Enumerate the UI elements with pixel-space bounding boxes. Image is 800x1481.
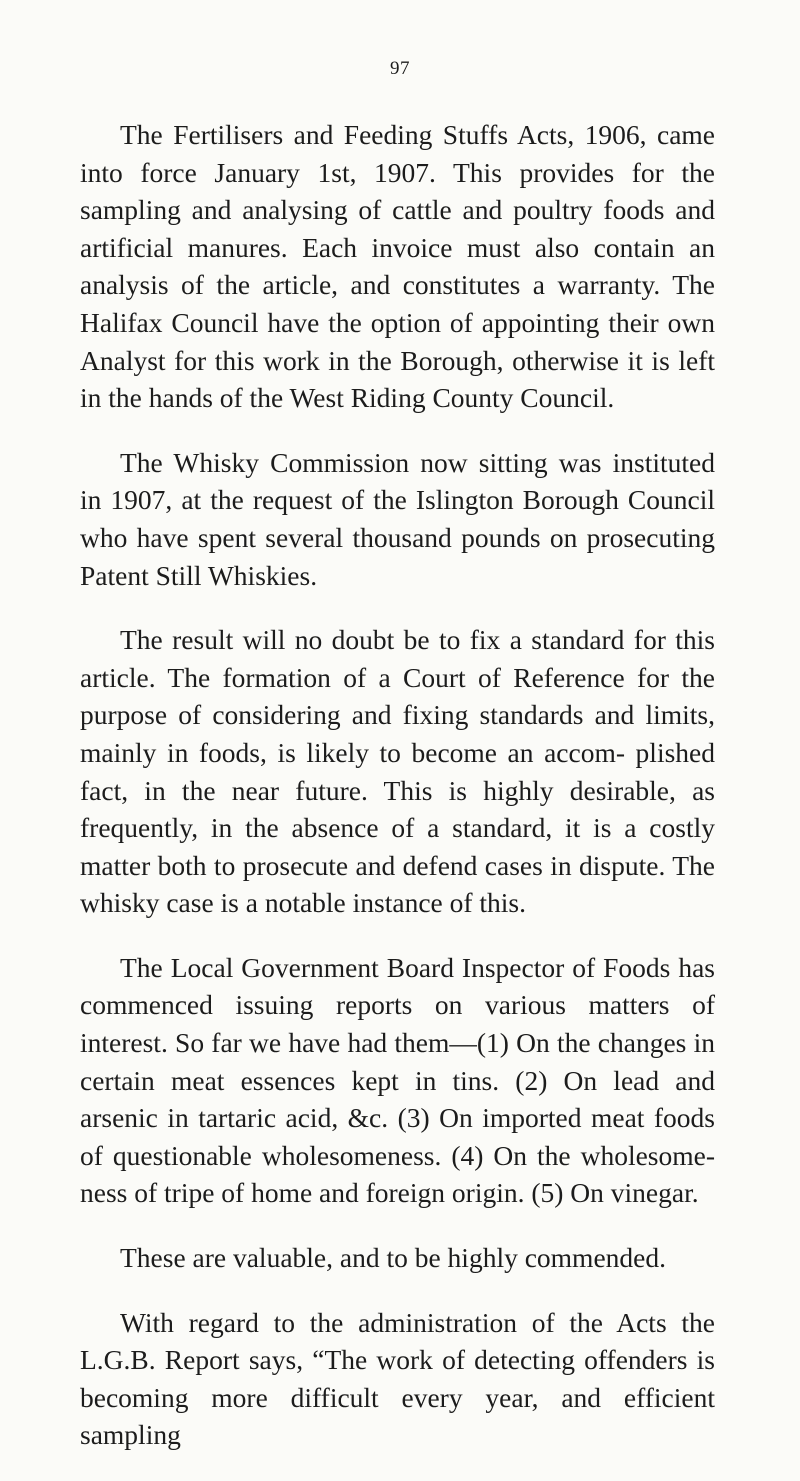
page-number: 97 (390, 58, 410, 79)
paragraph-court-of-reference: The result will no doubt be to fix a standard for this article. The formation of a Court of Reference for the purpose of considering and fixing standards and limits, mainly in foods, is likely to become an accom- plished fact, in the near future. This is highly desirable, as frequently, in the absence of a standard, it is a costly matter both to prosecute and defend cases in dispute. The whisky case is a notable instance of this. (80, 624, 715, 919)
body-text (80, 116, 715, 1481)
paragraph-commendation: These are valuable, and to be highly commended. (120, 1242, 666, 1274)
paragraph-lgb-inspector-reports: The Local Government Board Inspector of Foods has commenced issuing reports on various matters of interest. So far we have had them—(1) On the changes in certain meat essences kept in tins. (2) On lead and arsenic in tartaric acid, &c. (3) On imported meat foods of questionable wholesomeness. (4) On the wholesome- ness of tripe of home and foreign origin. (5) On vinegar. (80, 951, 715, 1209)
paragraph-administration: With regard to the administration of the Acts the L.G.B. Report says, “The work of detecting offenders is becoming more difficult every year, and efficient sampling (80, 1306, 715, 1451)
paragraph-whisky-commission: The Whisky Commission now sitting was instituted in 1907, at the request of the Islington Borough Council who have spent several thousand pounds on prosecuting Patent Still Whiskies. (80, 446, 715, 591)
paragraph-fertilisers-act: The Fertilisers and Feeding Stuffs Acts, 1906, came into force January 1st, 1907. This provides for the sampling and analysing of cattle and poultry foods and artificial manures. Each invoice must also contain an analysis of the article, and constitutes a warranty. The Halifax Council have the option of appointing their own Analyst for this work in the Borough, otherwise it is left in the hands of the West Riding County Council. (80, 119, 715, 414)
